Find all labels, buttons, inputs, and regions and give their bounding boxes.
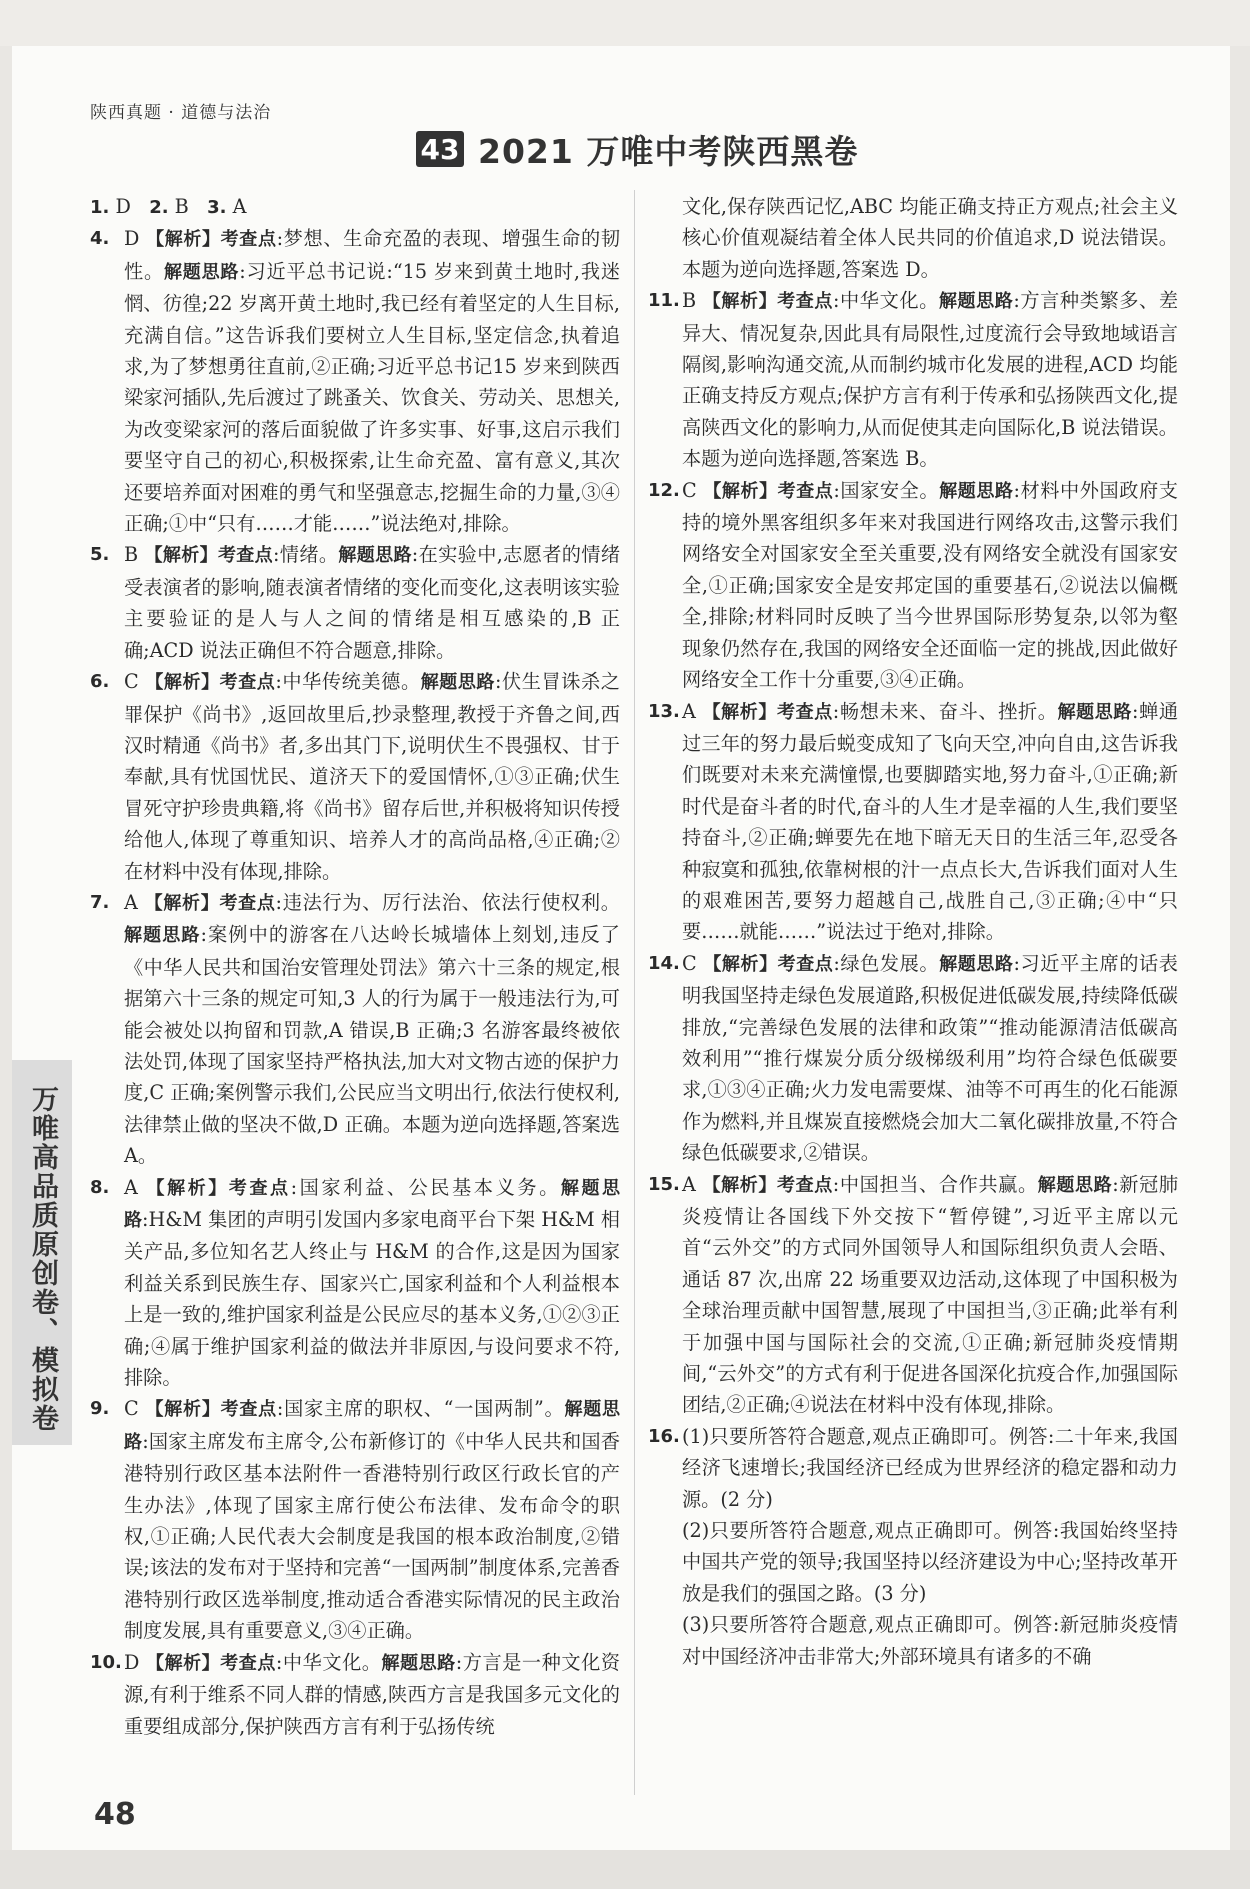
answer-item: 14. C 【解析】考查点:绿色发展。解题思路:习近平主席的话表明我国坚持走绿色发展道路,积极促进低碳发展,持续降低碳排放,“完善绿色发展的法律和政策”“推动能源清洁低碳高效利用”“推行煤炭分质分级梯级利用”均符合绿色低碳要求,①③④正确;火力发电需要煤、油等不可再生的化石能源作为燃料,并且煤炭直接燃烧会加大二氧化碳排放量,不符合绿色低碳要求,②错误。: [648, 951, 1178, 1165]
section-number-badge: 43: [416, 131, 464, 167]
answer-item: 5. B 【解析】考查点:情绪。解题思路:在实验中,志愿者的情绪受表演者的影响,随表演者情绪的变化而变化,这表明该实验主要验证的是人与人之间的情绪是相互感染的,B 正确;ACD 说法正确但不符合题意,排除。: [90, 543, 621, 662]
answer-item: 11. B 【解析】考查点:中华文化。解题思路:方言种类繁多、差异大、情况复杂,因此具有局限性,过度流行会导致地域语言隔阂,影响沟通交流,从而制约城市化发展的进程,ACD 均能正确支持反方观点;保护方言有利于传承和弘扬陕西文化,提高陕西文化的影响力,从而促使其走向国际化,B 说法错误。本题为逆向选择题,答案选 B。: [648, 289, 1179, 471]
side-tab-label: 万唯高品质原创卷、模拟卷: [27, 1085, 58, 1433]
answer-item: 15. A 【解析】考查点:中国担当、合作共赢。解题思路:新冠肺炎疫情让各国线下外交按下“暂停键”,习近平主席以元首“云外交”的方式同外国领导人和国际组织负责人会晤、通话 87 次,出席 22 场重要双边活动,这体现了中国积极为全球治理贡献中国智慧,展现了中国担当,③正确;此举有利于加强中国与国际社会的交流,①正确;新冠肺炎疫情期间,“云外交”的方式有利于促进各国深化抗疫合作,加强国际团结,②正确;④说法在材料中没有体现,排除。: [648, 1172, 1179, 1417]
answer-item: 10. D 【解析】考查点:中华文化。解题思路:方言是一种文化资源,有利于维系不同人群的情感,陕西方言是我国多元文化的重要组成部分,保护陕西方言有利于弘扬传统: [90, 1650, 621, 1738]
running-header: 陕西真题 · 道德与法治: [90, 103, 272, 123]
answer-item: 6. C 【解析】考查点:中华传统美德。解题思路:伏生冒诛杀之罪保护《尚书》,返回故里后,抄录整理,教授于齐鲁之间,西汉时精通《尚书》者,多出其门下,说明伏生不畏强权、甘于奉献,具有忧国忧民、道济天下的爱国情怀,①③正确;伏生冒死守护珍贵典籍,将《尚书》留存后世,并积极将知识传授给他人,体现了尊重知识、培养人才的高尚品格,④正确;②在材料中没有体现,排除。: [90, 670, 620, 883]
answer-continuation: 文化,保存陕西记忆,ABC 均能正确支持正方观点;社会主义核心价值观凝结着全体人民共同的价值追求,D 说法错误。本题为逆向选择题,答案选 D。: [682, 195, 1178, 281]
answer-item: 4. D 【解析】考查点:梦想、生命充盈的表现、增强生命的韧性。解题思路:习近平总书记说:“15 岁来到黄土地时,我迷惘、彷徨;22 岁离开黄土地时,我已经有着坚定的人生目标,充满自信。”这告诉我们要树立人生目标,坚定信念,执着追求,为了梦想勇往直前,②正确;习近平总书记15 岁来到陕西梁家河插队,先后渡过了跳蚤关、饮食关、劳动关、思想关,为改变梁家河的落后面貌做了许多实事、好事,这启示我们要坚守自己的初心,积极探索,让生命充盈、富有意义,其次还要培养面对困难的勇气和坚强意志,挖掘生命的力量,③④正确;①中“只有……才能……”说法绝对,排除。: [90, 227, 621, 536]
page-number: 48: [94, 1797, 136, 1832]
answer-subpart: (3)只要所答符合题意,观点正确即可。例答:新冠肺炎疫情对中国经济冲击非常大;外部环境具有诸多的不确: [682, 1613, 1178, 1668]
answer-item: 16. (1)只要所答符合题意,观点正确即可。例答:二十年来,我国经济飞速增长;我国经济已经成为世界经济的稳定器和动力源。(2 分): [648, 1424, 1178, 1511]
answer-item: 12. C 【解析】考查点:国家安全。解题思路:材料中外国政府支持的境外黑客组织多年来对我国进行网络攻击,这警示我们网络安全对国家安全至关重要,没有网络安全就没有国家安全,①正确;国家安全是安邦定国的重要基石,②说法以偏概全,排除;材料同时反映了当今世界国际形势复杂,以邻为壑现象仍然存在,我国的网络安全还面临一定的挑战,因此做好网络安全工作十分重要,③④正确。: [648, 478, 1178, 692]
right-column: [648, 191, 1178, 1672]
left-column: [90, 191, 620, 1742]
scan-bottom-edge: [0, 1850, 1250, 1889]
answers-1-3: 1. D 2. B 3. A: [90, 195, 247, 218]
answer-subpart: (2)只要所答符合题意,观点正确即可。例答:我国始终坚持中国共产党的领导;我国坚持以经济建设为中心;坚持改革开放是我们的强国之路。(3 分): [682, 1519, 1178, 1605]
answer-item: 7. A 【解析】考查点:违法行为、厉行法治、依法行使权利。解题思路:案例中的游客在八达岭长城墙体上刻划,违反了《中华人民共和国治安管理处罚法》第六十三条的规定,根据第六十三条的规定可知,3 人的行为属于一般违法行为,可能会被处以拘留和罚款,A 错误,B 正确;3 名游客最终被依法处罚,体现了国家坚持严格执法,加大对文物古迹的保护力度,C 正确;案例警示我们,公民应当文明出行,依法行使权利,法律禁止做的坚决不做,D 正确。本题为逆向选择题,答案选 A。: [90, 890, 620, 1168]
page-title: 2021 万唯中考陕西黑卷: [478, 131, 859, 171]
column-divider: [634, 190, 635, 1795]
scan-top-edge: [0, 0, 1250, 46]
answer-item: 8. A 【解析】考查点:国家利益、公民基本义务。解题思路:H&M 集团的声明引发国内多家电商平台下架 H&M 相关产品,多位知名艺人终止与 H&M 的合作,这是因为国家利益关系到民族生存、国家兴亡,国家利益和个人利益根本上是一致的,维护国家利益是公民应尽的基本义务,①②③正确;④属于维护国家利益的做法并非原因,与设问要求不符,排除。: [90, 1175, 621, 1390]
answer-item: 9. C 【解析】考查点:国家主席的职权、“一国两制”。解题思路:国家主席发布主席令,公布新修订的《中华人民共和国香港特别行政区基本法附件一香港特别行政区行政长官的产生办法》,体现了国家主席行使公布法律、发布命令的职权,①正确;人民代表大会制度是我国的根本政治制度,②错误;该法的发布对于坚持和完善“一国两制”制度体系,完善香港特别行政区选举制度,推动适合香港实际情况的民主政治制度发展,具有重要意义,③④正确。: [90, 1397, 621, 1643]
section-title: [416, 127, 858, 171]
answer-item: 13. A 【解析】考查点:畅想未来、奋斗、挫折。解题思路:蝉通过三年的努力最后蜕变成知了飞向天空,冲向自由,这告诉我们既要对未来充满憧憬,也要脚踏实地,努力奋斗,①正确;新时代是奋斗者的时代,奋斗的人生才是幸福的人生,我们要坚持奋斗,②正确;蝉要先在地下暗无天日的生活三年,忍受各种寂寞和孤独,依靠树根的汁一点点长大,告诉我们面对人生的艰难困苦,要努力超越自己,战胜自己,③正确;④中“只要……就能……”说法过于绝对,排除。: [648, 699, 1179, 944]
